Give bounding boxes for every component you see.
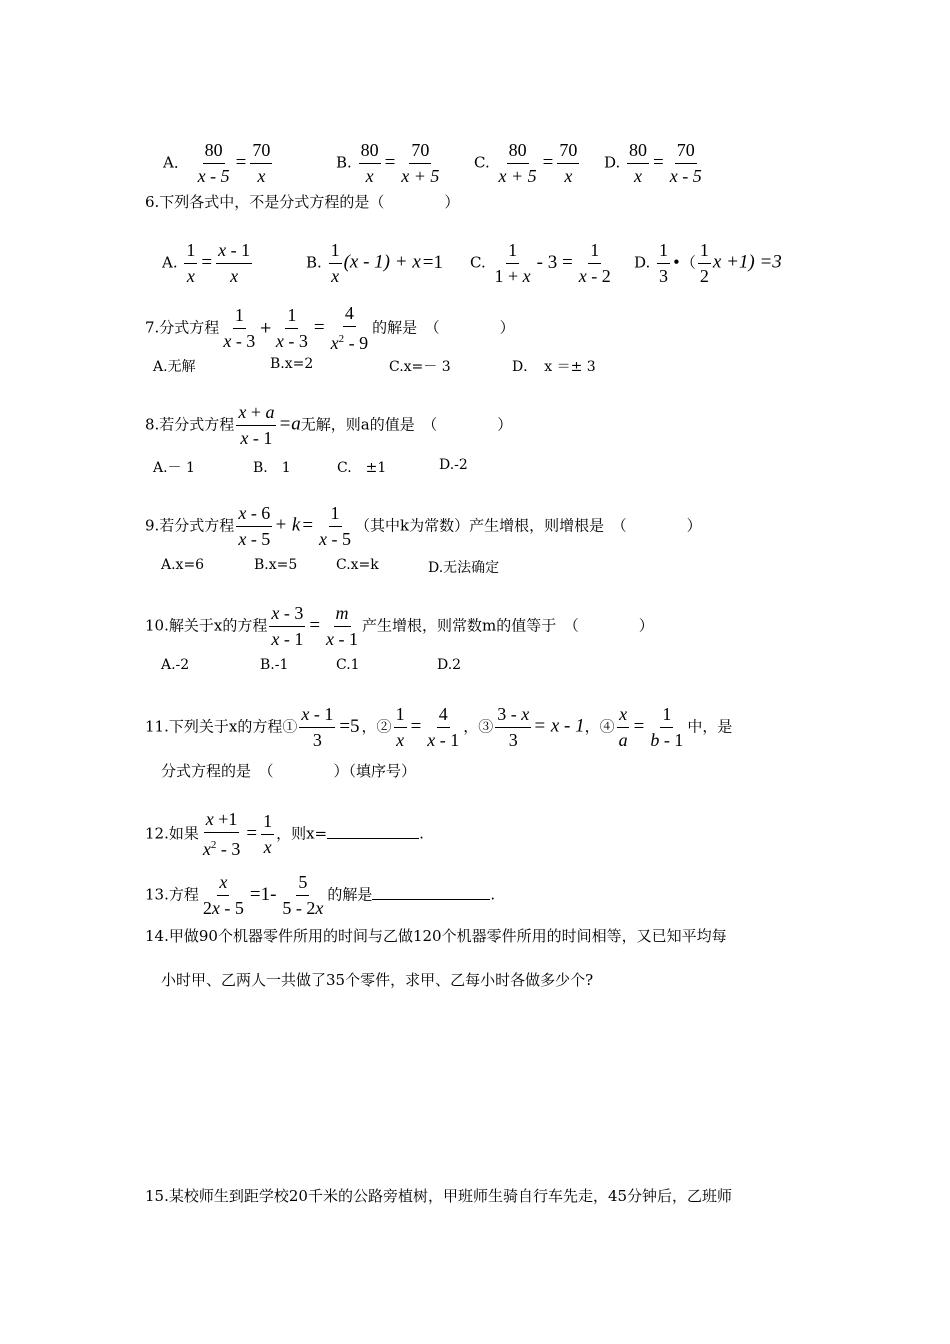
fraction: $\frac{70}{x - 5}$ <box>669 140 702 186</box>
q7-option-d: D． x ＝± 3 <box>512 359 596 375</box>
answer-blank[interactable] <box>327 838 419 839</box>
q8-option-b: B. 1 <box>253 460 291 476</box>
q8-option-d: D.-2 <box>439 457 468 473</box>
q11-line2: 分式方程的是 （ ）（填序号） <box>161 762 417 780</box>
q11-stem: 11.下列关于x的方程① $\frac{x - 1}{3}$ =5 ，② $\frac{1}{x}$ = $\frac{4}{x - 1}$ ，③ $\frac{3 - x}{3}$ = x - 1，④ $\frac{x}{a}$ = $\frac{1}{b - 1}$ 中，是 <box>145 704 733 750</box>
fraction: $\frac{80}{x - 5}$ <box>197 140 230 186</box>
q10-option-d: D.2 <box>437 657 462 673</box>
q14-line1: 14.甲做90个机器零件所用的时间与乙做120个机器零件所用的时间相等，又已知平均每 <box>145 927 727 945</box>
answer-blank[interactable] <box>372 899 490 900</box>
q7-stem: 7.分式方程 $\frac{1}{x - 3}$ + $\frac{1}{x - 3}$ = $\frac{4}{x^2 - 9}$ 的解是 （ ） <box>145 303 515 353</box>
q5-option-a: A． $\frac{80}{x - 5}$ = $\frac{70}{x}$ <box>163 140 271 186</box>
fraction: $\frac{70}{x}$ <box>252 140 271 186</box>
q5-option-d: D. $\frac{80}{x}$ = $\frac{70}{x - 5}$ <box>604 140 702 186</box>
fraction: $\frac{80}{x + 5}$ <box>498 140 537 186</box>
q10-option-b: B.-1 <box>260 657 289 673</box>
q15-line1: 15.某校师生到距学校20千米的公路旁植树，甲班师生骑自行车先走，45分钟后，乙班师 <box>145 1187 733 1205</box>
fraction: $\frac{80}{x}$ <box>629 140 648 186</box>
q9-option-a: A.x=6 <box>161 557 205 573</box>
q7-option-a: A.无解 <box>153 359 196 375</box>
q6-stem: 6.下列各式中，不是分式方程的是（ ） <box>145 193 460 211</box>
q13-stem: 13.方程 $\frac{x}{2x - 5}$ =1- $\frac{5}{5 - 2x}$ 的解是 . <box>145 872 496 918</box>
q7-option-c: C.x=－ 3 <box>389 359 451 375</box>
q5-option-c: C. $\frac{80}{x + 5}$ = $\frac{70}{x}$ <box>474 140 578 186</box>
q6-option-b: B. $\frac{1}{x}$ (x - 1) + x =1 <box>306 240 443 286</box>
q10-stem: 10.解关于x的方程 $\frac{x - 3}{x - 1}$ = $\frac{m}{x - 1}$ 产生增根，则常数m的值等于 （ ） <box>145 603 654 649</box>
q9-option-b: B.x=5 <box>254 557 298 573</box>
q12-stem: 12.如果 $\frac{x +1}{x^2 - 3}$ = $\frac{1}{x}$ ，则x= . <box>145 809 424 859</box>
q9-option-c: C.x=k <box>336 557 379 573</box>
q6-option-d: D. $\frac{1}{3}$ •（ $\frac{1}{2}$ x +1) =3 <box>634 240 782 286</box>
q14-line2: 小时甲、乙两人一共做了35个零件，求甲、乙每小时各做多少个? <box>161 971 594 989</box>
q10-option-a: A.-2 <box>161 657 190 673</box>
q6-option-c: C. $\frac{1}{1 + x}$ - 3 = $\frac{1}{x - 2}$ <box>470 240 611 286</box>
q8-option-a: A.－ 1 <box>153 460 195 476</box>
q6-option-a: A. $\frac{1}{x}$ = $\frac{x - 1}{x}$ <box>162 240 251 286</box>
q9-stem: 9.若分式方程 $\frac{x - 6}{x - 5}$ + k = $\frac{1}{x - 5}$ （其中k为常数）产生增根，则增根是 （ ） <box>145 503 702 549</box>
q9-option-d: D.无法确定 <box>428 560 500 576</box>
q8-option-c: C. ±1 <box>337 460 387 476</box>
fraction: $\frac{70}{x}$ <box>559 140 578 186</box>
q7-option-b: B.x=2 <box>270 356 314 372</box>
q5-option-b: B. $\frac{80}{x}$ = $\frac{70}{x + 5}$ <box>336 140 440 186</box>
fraction: $\frac{80}{x}$ <box>360 140 379 186</box>
q8-stem: 8.若分式方程 $\frac{x + a}{x - 1}$ =a无解，则a的值是 （ ） <box>145 402 513 448</box>
q10-option-c: C.1 <box>336 657 360 673</box>
fraction: $\frac{70}{x + 5}$ <box>401 140 440 186</box>
